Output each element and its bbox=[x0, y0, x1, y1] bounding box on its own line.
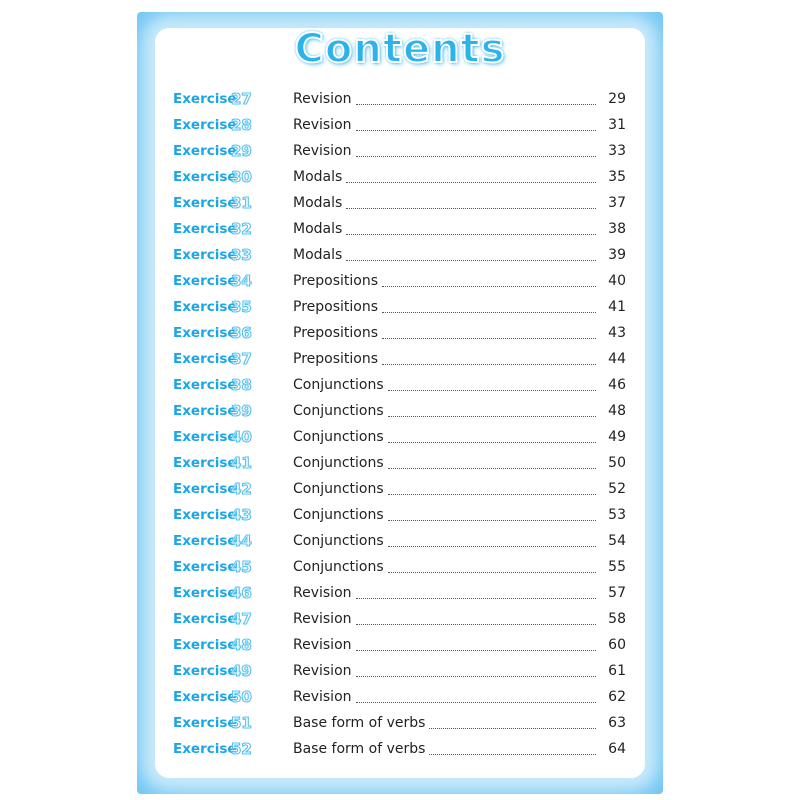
topic-title: Revision bbox=[293, 585, 352, 601]
page-number: 57 bbox=[608, 585, 626, 601]
exercise-label: Exercise bbox=[173, 325, 237, 341]
exercise-label: Exercise bbox=[173, 455, 237, 471]
exercise-label: Exercise bbox=[173, 507, 237, 523]
dot-leader bbox=[382, 338, 596, 339]
topic-title: Conjunctions bbox=[293, 481, 384, 497]
topic-title: Conjunctions bbox=[293, 507, 384, 523]
exercise-label: Exercise bbox=[173, 91, 237, 107]
toc-entry bbox=[173, 320, 626, 346]
topic-title: Conjunctions bbox=[293, 377, 384, 393]
topic-title: Modals bbox=[293, 221, 343, 237]
dot-leader bbox=[356, 624, 596, 625]
toc-entry bbox=[173, 658, 626, 684]
exercise-label: Exercise bbox=[173, 585, 237, 601]
exercise-number: 42 bbox=[231, 480, 252, 498]
exercise-number: 33 bbox=[231, 246, 252, 264]
exercise-number: 35 bbox=[231, 298, 252, 316]
page-number: 50 bbox=[608, 455, 626, 471]
toc-entry bbox=[173, 242, 626, 268]
toc-entry bbox=[173, 86, 626, 112]
exercise-number: 38 bbox=[231, 376, 252, 394]
topic-title: Base form of verbs bbox=[293, 715, 426, 731]
topic-title: Prepositions bbox=[293, 325, 379, 341]
page-number: 55 bbox=[608, 559, 626, 575]
page-number: 60 bbox=[608, 637, 626, 653]
exercise-number: 41 bbox=[231, 454, 252, 472]
dot-leader bbox=[356, 130, 596, 131]
exercise-label: Exercise bbox=[173, 221, 237, 237]
toc-entry bbox=[173, 372, 626, 398]
exercise-label: Exercise bbox=[173, 637, 237, 653]
exercise-label: Exercise bbox=[173, 741, 237, 757]
exercise-number: 45 bbox=[231, 558, 252, 576]
exercise-number: 39 bbox=[231, 402, 252, 420]
dot-leader bbox=[388, 468, 596, 469]
toc-entry bbox=[173, 476, 626, 502]
dot-leader bbox=[388, 494, 596, 495]
toc-entry bbox=[173, 606, 626, 632]
exercise-number: 47 bbox=[231, 610, 252, 628]
toc-entry bbox=[173, 190, 626, 216]
page-number: 63 bbox=[608, 715, 626, 731]
topic-title: Prepositions bbox=[293, 273, 379, 289]
page-number: 38 bbox=[608, 221, 626, 237]
page-number: 64 bbox=[608, 741, 626, 757]
topic-title: Revision bbox=[293, 117, 352, 133]
exercise-number: 34 bbox=[231, 272, 252, 290]
topic-title: Revision bbox=[293, 637, 352, 653]
exercise-label: Exercise bbox=[173, 533, 237, 549]
page-number: 37 bbox=[608, 195, 626, 211]
toc-entry bbox=[173, 112, 626, 138]
topic-title: Conjunctions bbox=[293, 533, 384, 549]
page-number: 61 bbox=[608, 663, 626, 679]
exercise-number: 44 bbox=[231, 532, 252, 550]
exercise-number: 48 bbox=[231, 636, 252, 654]
topic-title: Conjunctions bbox=[293, 455, 384, 471]
page-number: 52 bbox=[608, 481, 626, 497]
page-number: 31 bbox=[608, 117, 626, 133]
dot-leader bbox=[356, 156, 596, 157]
dot-leader bbox=[429, 728, 596, 729]
toc-entry bbox=[173, 216, 626, 242]
exercise-label: Exercise bbox=[173, 195, 237, 211]
dot-leader bbox=[356, 598, 596, 599]
exercise-number: 49 bbox=[231, 662, 252, 680]
exercise-label: Exercise bbox=[173, 299, 237, 315]
page-number: 40 bbox=[608, 273, 626, 289]
topic-title: Revision bbox=[293, 91, 352, 107]
page-number: 53 bbox=[608, 507, 626, 523]
exercise-number: 50 bbox=[231, 688, 252, 706]
page-number: 39 bbox=[608, 247, 626, 263]
page-number: 33 bbox=[608, 143, 626, 159]
exercise-label: Exercise bbox=[173, 611, 237, 627]
toc-entry bbox=[173, 398, 626, 424]
topic-title: Revision bbox=[293, 663, 352, 679]
toc-entry bbox=[173, 554, 626, 580]
exercise-number: 43 bbox=[231, 506, 252, 524]
page-title: Contents bbox=[294, 26, 506, 72]
exercise-number: 52 bbox=[231, 740, 252, 758]
topic-title: Base form of verbs bbox=[293, 741, 426, 757]
dot-leader bbox=[388, 442, 596, 443]
topic-title: Conjunctions bbox=[293, 429, 384, 445]
exercise-number: 27 bbox=[231, 90, 252, 108]
page-number: 46 bbox=[608, 377, 626, 393]
toc-entry bbox=[173, 632, 626, 658]
dot-leader bbox=[429, 754, 596, 755]
exercise-label: Exercise bbox=[173, 559, 237, 575]
dot-leader bbox=[346, 234, 596, 235]
topic-title: Prepositions bbox=[293, 299, 379, 315]
toc-entry bbox=[173, 268, 626, 294]
page-number: 29 bbox=[608, 91, 626, 107]
dot-leader bbox=[346, 208, 596, 209]
dot-leader bbox=[382, 286, 596, 287]
topic-title: Revision bbox=[293, 611, 352, 627]
dot-leader bbox=[356, 702, 596, 703]
toc-entry bbox=[173, 450, 626, 476]
toc-entry bbox=[173, 502, 626, 528]
exercise-label: Exercise bbox=[173, 429, 237, 445]
page-number: 58 bbox=[608, 611, 626, 627]
exercise-label: Exercise bbox=[173, 663, 237, 679]
page-number: 43 bbox=[608, 325, 626, 341]
exercise-label: Exercise bbox=[173, 377, 237, 393]
dot-leader bbox=[388, 520, 596, 521]
exercise-label: Exercise bbox=[173, 689, 237, 705]
toc-entry bbox=[173, 528, 626, 554]
toc-entry bbox=[173, 138, 626, 164]
dot-leader bbox=[356, 104, 596, 105]
toc-entry bbox=[173, 710, 626, 736]
exercise-label: Exercise bbox=[173, 403, 237, 419]
dot-leader bbox=[382, 312, 596, 313]
dot-leader bbox=[388, 390, 596, 391]
exercise-number: 32 bbox=[231, 220, 252, 238]
page-number: 35 bbox=[608, 169, 626, 185]
exercise-label: Exercise bbox=[173, 169, 237, 185]
topic-title: Modals bbox=[293, 195, 343, 211]
topic-title: Revision bbox=[293, 143, 352, 159]
exercise-number: 30 bbox=[231, 168, 252, 186]
exercise-number: 37 bbox=[231, 350, 252, 368]
toc-entry bbox=[173, 164, 626, 190]
dot-leader bbox=[382, 364, 596, 365]
exercise-label: Exercise bbox=[173, 481, 237, 497]
exercise-number: 36 bbox=[231, 324, 252, 342]
exercise-label: Exercise bbox=[173, 117, 237, 133]
table-of-contents bbox=[173, 86, 626, 762]
page-number: 49 bbox=[608, 429, 626, 445]
exercise-number: 51 bbox=[231, 714, 252, 732]
dot-leader bbox=[388, 416, 596, 417]
toc-entry bbox=[173, 294, 626, 320]
dot-leader bbox=[388, 572, 596, 573]
toc-entry bbox=[173, 736, 626, 762]
page-number: 62 bbox=[608, 689, 626, 705]
topic-title: Revision bbox=[293, 689, 352, 705]
topic-title: Modals bbox=[293, 169, 343, 185]
dot-leader bbox=[356, 650, 596, 651]
page-number: 48 bbox=[608, 403, 626, 419]
dot-leader bbox=[388, 546, 596, 547]
page-number: 41 bbox=[608, 299, 626, 315]
exercise-label: Exercise bbox=[173, 715, 237, 731]
dot-leader bbox=[346, 182, 596, 183]
exercise-number: 29 bbox=[231, 142, 252, 160]
page-number: 44 bbox=[608, 351, 626, 367]
exercise-label: Exercise bbox=[173, 273, 237, 289]
dot-leader bbox=[356, 676, 596, 677]
toc-entry bbox=[173, 424, 626, 450]
exercise-number: 31 bbox=[231, 194, 252, 212]
topic-title: Prepositions bbox=[293, 351, 379, 367]
exercise-number: 40 bbox=[231, 428, 252, 446]
toc-entry bbox=[173, 580, 626, 606]
topic-title: Modals bbox=[293, 247, 343, 263]
exercise-label: Exercise bbox=[173, 247, 237, 263]
toc-entry bbox=[173, 684, 626, 710]
dot-leader bbox=[346, 260, 596, 261]
page-number: 54 bbox=[608, 533, 626, 549]
topic-title: Conjunctions bbox=[293, 559, 384, 575]
topic-title: Conjunctions bbox=[293, 403, 384, 419]
toc-entry bbox=[173, 346, 626, 372]
exercise-number: 28 bbox=[231, 116, 252, 134]
exercise-label: Exercise bbox=[173, 351, 237, 367]
exercise-number: 46 bbox=[231, 584, 252, 602]
exercise-label: Exercise bbox=[173, 143, 237, 159]
